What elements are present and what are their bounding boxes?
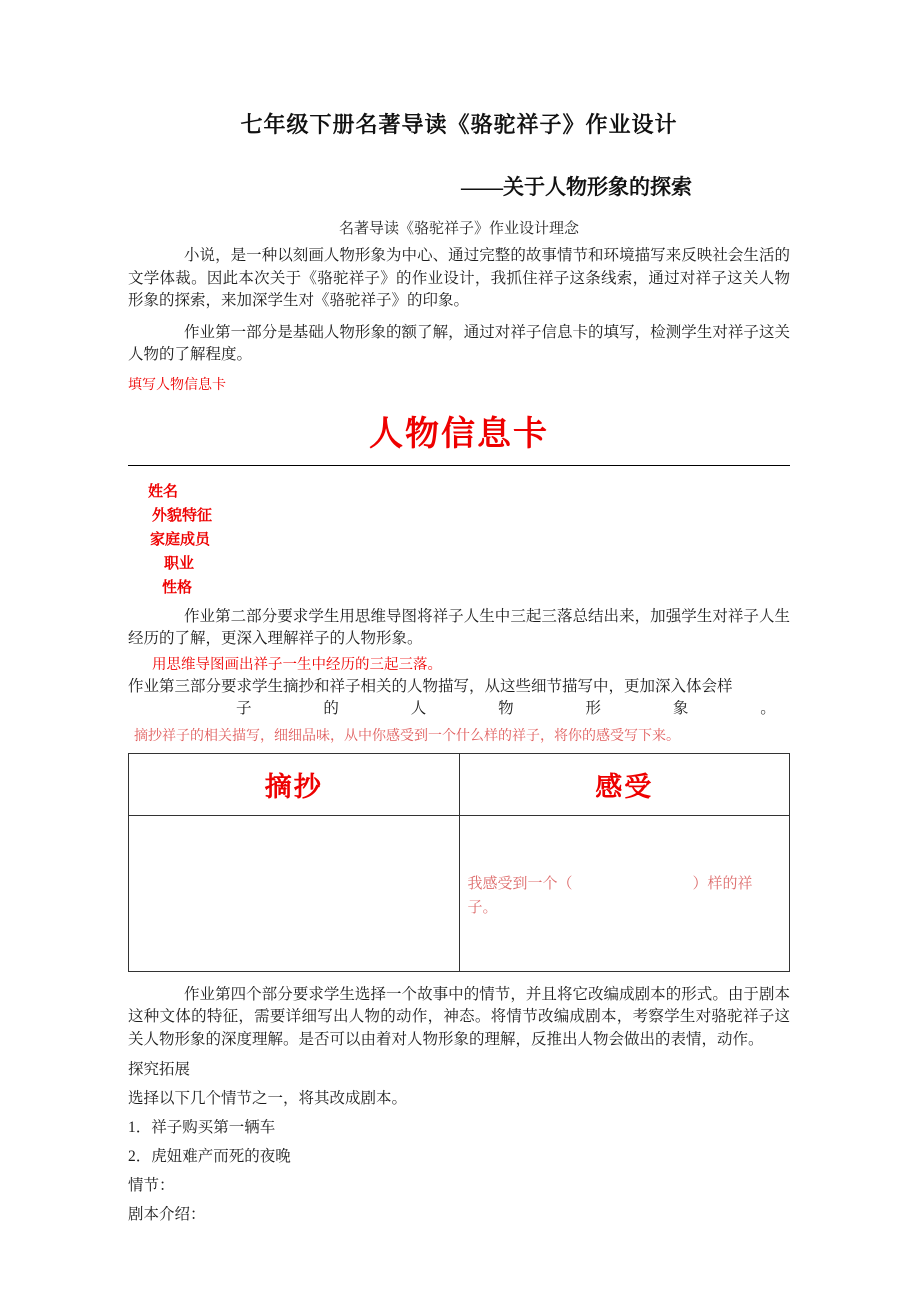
paragraph-part3-line2: 子 的 人 物 形 象 。: [236, 700, 776, 717]
feeling-body-cell: [459, 815, 790, 971]
note-mind-map: 用思维导图画出祥子一生中经历的三起三落。: [152, 656, 442, 673]
document-subtitle: ——关于人物形象的探索: [461, 175, 692, 199]
paragraph-part4: 作业第四个部分要求学生选择一个故事中的情节，并且将它改编成剧本的形式。由于剧本这种文体的特征，需要详细写出人物的动作，神态。将情节改编成剧本，考察学生对骆驼祥子这关人物形象的深度理解。是否可以由着对人物形象的理解，反推出人物会做出的表情，动作。: [128, 985, 790, 1048]
info-card-field-personality: 性格: [162, 579, 193, 596]
excerpt-table-header-row: [129, 753, 790, 815]
paragraph-part3-line1: 作业第三部分要求学生摘抄和祥子相关的人物描写，从这些细节描写中，更加深入体会样: [128, 677, 733, 695]
feeling-fill-in-text: 我感受到一个（ ）样的祥子。: [467, 875, 753, 916]
paragraph-part1: 作业第一部分是基础人物形象的额了解，通过对祥子信息卡的填写，检测学生对祥子这关人物的了解程度。: [128, 323, 790, 363]
section-heading-exploration: 探究拓展: [128, 1061, 191, 1078]
info-card-title: 人物信息卡: [369, 415, 549, 453]
paragraph-novel-intro: 小说，是一种以刻画人物形象为中心、通过完整的故事情节和环境描写来反映社会生活的文学体裁。因此本次关于《骆驼祥子》的作业设计，我抓住祥子这条线索，通过对祥子这关人物形象的探索，来加深学生对《骆驼祥子》的印象。: [128, 247, 790, 309]
concept-heading: 名著导读《骆驼祥子》作业设计理念: [338, 221, 579, 237]
note-fill-info-card: 填写人物信息卡: [128, 377, 226, 393]
instruction-line: 选择以下几个情节之一，将其改成剧本。: [128, 1090, 408, 1107]
paragraph-part3: [128, 676, 790, 721]
document-title: 七年级下册名著导读《骆驼祥子》作业设计: [240, 112, 678, 137]
note-excerpt: 摘抄祥子的相关描写，细细品味，从中你感受到一个什么样的祥子，将你的感受写下来。: [134, 728, 680, 744]
paragraph-part2: 作业第二部分要求学生用思维导图将祥子人生中三起三落总结出来，加强学生对祥子人生经历的了解，更深入理解祥子的人物形象。: [128, 607, 790, 647]
label-script-intro: 剧本介绍：: [128, 1206, 206, 1223]
option-2: 2．虎妞难产而死的夜晚: [128, 1148, 291, 1165]
excerpt-header-cell: 摘抄: [129, 753, 460, 815]
excerpt-table-body-row: [129, 815, 790, 971]
excerpt-table: [128, 753, 790, 972]
info-card-fields: [128, 480, 790, 600]
feeling-header-cell: 感受: [459, 753, 790, 815]
excerpt-body-cell: [129, 815, 460, 971]
horizontal-rule: [128, 465, 790, 466]
info-card-field-occupation: 职业: [164, 555, 195, 572]
info-card-field-name: 姓名: [148, 483, 179, 500]
info-card-field-family: 家庭成员: [150, 531, 211, 548]
option-1: 1．祥子购买第一辆车: [128, 1119, 276, 1136]
label-plot: 情节：: [128, 1177, 175, 1194]
info-card-field-appearance: 外貌特征: [152, 507, 213, 524]
